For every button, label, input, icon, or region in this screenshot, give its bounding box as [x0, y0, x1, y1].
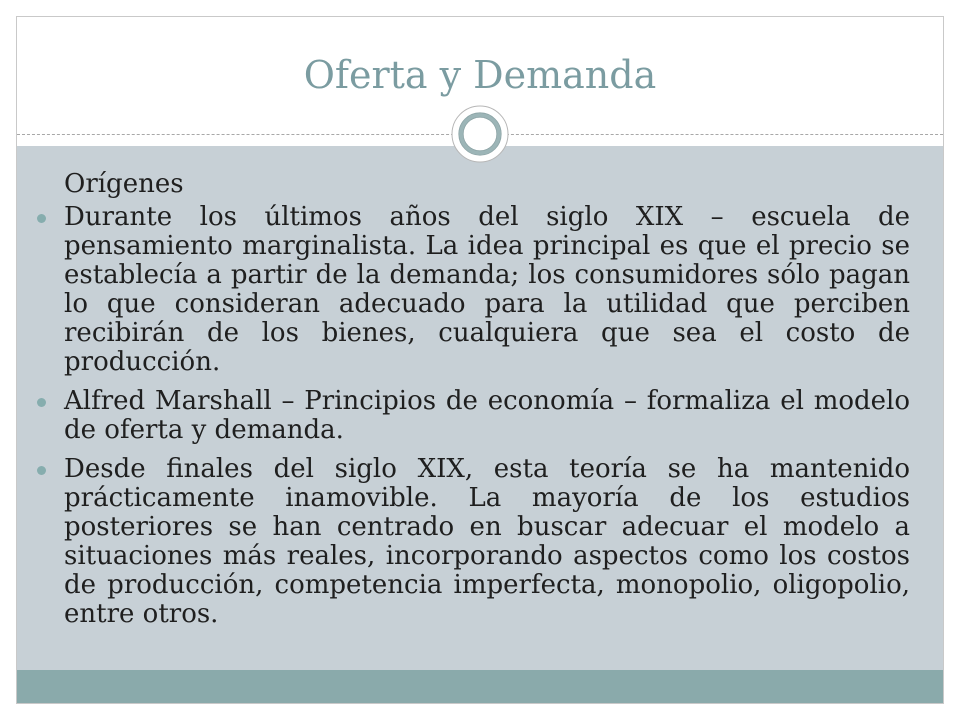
bullet-text: Durante los últimos años del siglo XIX – escuela de pensamiento marginalista. La idea principal es que el precio se establecía a partir de la demanda; los consumidores sólo pagan lo que consideran adecuado para la utilidad que perciben recibirán de los bienes, cualquiera que sea el costo de producción. [64, 202, 910, 377]
bullet-text: Alfred Marshall – Principios de economía – formaliza el modelo de oferta y demanda. [64, 386, 910, 445]
content-body [64, 170, 910, 629]
slide [16, 16, 944, 704]
bullet-dot-icon [37, 214, 46, 223]
bullet-text: Desde finales del siglo XIX, esta teoría se ha mantenido prácticamente inamovible. La mayoría de los estudios posteriores se han centrado en buscar adecuar el modelo a situaciones más reales, incorporando aspectos como los costos de producción, competencia imperfecta, monopolio, oligopolio, entre otros. [64, 454, 910, 629]
subheading: Orígenes [64, 169, 184, 199]
bullet-dot-icon [37, 466, 46, 475]
circle-ornament-icon [448, 102, 512, 166]
bullet-dot-icon [37, 398, 46, 407]
slide-title: Oferta y Demanda [303, 53, 657, 97]
bullet-item [64, 387, 910, 445]
footer-bar [17, 670, 943, 703]
bullet-list [64, 203, 910, 629]
content-area [17, 146, 943, 670]
bullet-item [64, 203, 910, 377]
bullet-item [64, 455, 910, 629]
